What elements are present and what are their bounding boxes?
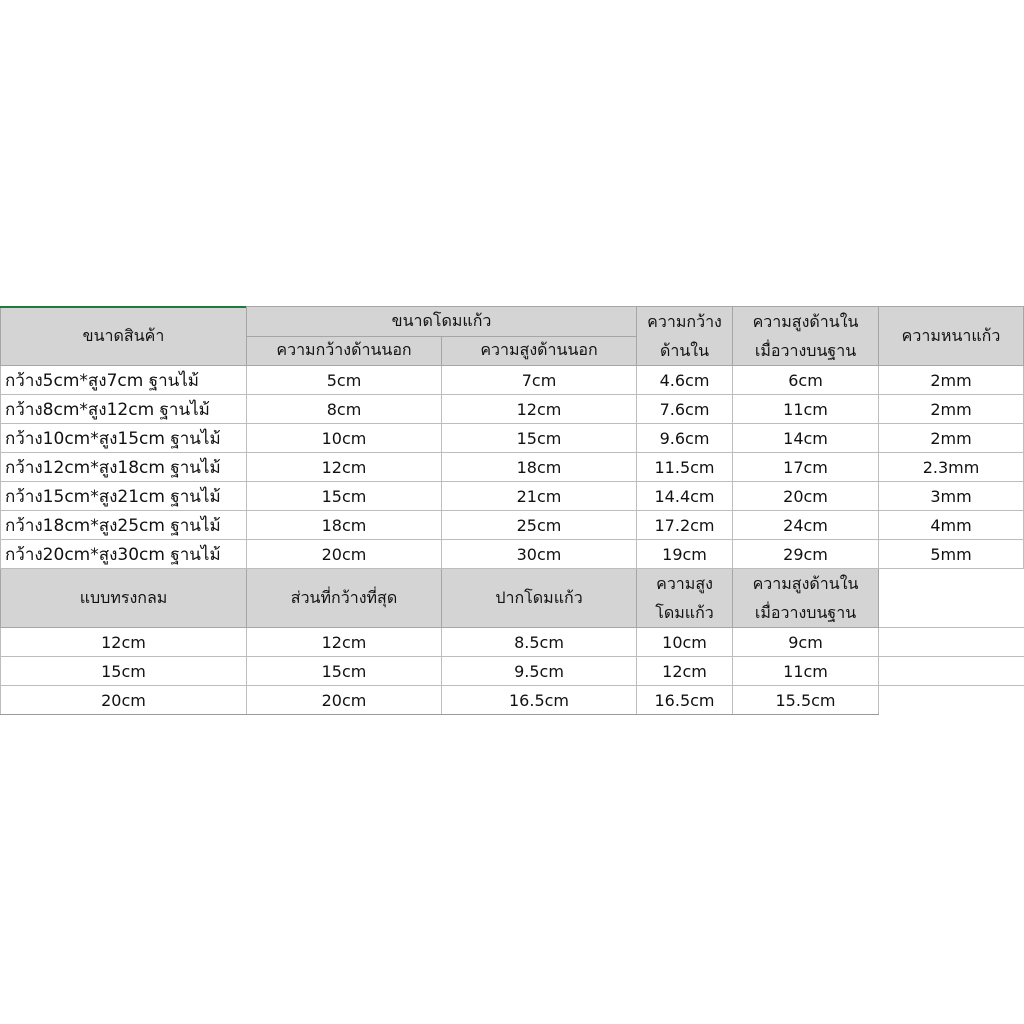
cell-thickness[interactable]: 2.3mm: [879, 453, 1024, 482]
table-row: [1, 366, 1024, 395]
cell-inner-height[interactable]: 29cm: [733, 540, 879, 569]
cell-round-mouth[interactable]: 9.5cm: [442, 657, 637, 686]
cell-inner-height[interactable]: 20cm: [733, 482, 879, 511]
cell-round-inner-height[interactable]: 15.5cm: [733, 686, 879, 715]
header-round-height-line2: โดมแก้ว: [655, 603, 714, 622]
cell-outer-width[interactable]: 20cm: [247, 540, 442, 569]
header-inner-width-line2: ด้านใน: [659, 341, 710, 360]
cell-outer-width[interactable]: 15cm: [247, 482, 442, 511]
cell-thickness[interactable]: 4mm: [879, 511, 1024, 540]
cell-round-inner-height[interactable]: 11cm: [733, 657, 879, 686]
table-row: [1, 686, 1024, 715]
cell-inner-width[interactable]: 14.4cm: [637, 482, 733, 511]
header-round-mouth[interactable]: ปากโดมแก้ว: [442, 569, 637, 628]
cell-thickness[interactable]: 5mm: [879, 540, 1024, 569]
cell-round-widest[interactable]: 15cm: [247, 657, 442, 686]
header-round-widest[interactable]: ส่วนที่กว้างที่สุด: [247, 569, 442, 628]
cell-outer-width[interactable]: 18cm: [247, 511, 442, 540]
cell-inner-height[interactable]: 6cm: [733, 366, 879, 395]
cell-outer-width[interactable]: 8cm: [247, 395, 442, 424]
table-row: [1, 628, 1024, 657]
cell-product-name[interactable]: กว้าง12cm*สูง18cm ฐานไม้: [1, 453, 247, 482]
cell-round-height[interactable]: 10cm: [637, 628, 733, 657]
cell-round-shape[interactable]: 12cm: [1, 628, 247, 657]
empty-cell[interactable]: [879, 657, 1024, 686]
header-round-shape[interactable]: แบบทรงกลม: [1, 569, 247, 628]
cell-outer-width[interactable]: 12cm: [247, 453, 442, 482]
cell-inner-width[interactable]: 9.6cm: [637, 424, 733, 453]
header-outer-width[interactable]: ความกว้างด้านนอก: [247, 336, 442, 366]
cell-outer-height[interactable]: 15cm: [442, 424, 637, 453]
cell-outer-width[interactable]: 5cm: [247, 366, 442, 395]
cell-inner-height[interactable]: 14cm: [733, 424, 879, 453]
header-inner-height-line1: ความสูงด้านใน: [752, 312, 859, 331]
cell-outer-height[interactable]: 30cm: [442, 540, 637, 569]
cell-round-height[interactable]: 12cm: [637, 657, 733, 686]
cell-thickness[interactable]: 2mm: [879, 366, 1024, 395]
table-row: [1, 511, 1024, 540]
cell-thickness[interactable]: 3mm: [879, 482, 1024, 511]
cell-inner-height[interactable]: 11cm: [733, 395, 879, 424]
cell-product-name[interactable]: กว้าง5cm*สูง7cm ฐานไม้: [1, 366, 247, 395]
cell-product-name[interactable]: กว้าง18cm*สูง25cm ฐานไม้: [1, 511, 247, 540]
cell-inner-width[interactable]: 4.6cm: [637, 366, 733, 395]
cell-round-widest[interactable]: 12cm: [247, 628, 442, 657]
header-product-size[interactable]: ขนาดสินค้า: [1, 307, 247, 366]
size-table: [0, 306, 1024, 715]
cell-outer-height[interactable]: 18cm: [442, 453, 637, 482]
table-row: [1, 424, 1024, 453]
header-inner-height-line2: เมื่อวางบนฐาน: [754, 341, 857, 360]
table-row: [1, 482, 1024, 511]
cell-round-shape[interactable]: 15cm: [1, 657, 247, 686]
table-row: [1, 540, 1024, 569]
cell-outer-height[interactable]: 12cm: [442, 395, 637, 424]
cell-product-name[interactable]: กว้าง20cm*สูง30cm ฐานไม้: [1, 540, 247, 569]
cell-inner-height[interactable]: 24cm: [733, 511, 879, 540]
header-round-height-line1: ความสูง: [656, 574, 713, 593]
cell-inner-width[interactable]: 11.5cm: [637, 453, 733, 482]
empty-cell[interactable]: [879, 686, 1024, 715]
cell-round-widest[interactable]: 20cm: [247, 686, 442, 715]
cell-inner-width[interactable]: 19cm: [637, 540, 733, 569]
table-row: [1, 453, 1024, 482]
header-round-height[interactable]: [637, 569, 733, 628]
spreadsheet: [0, 306, 1024, 715]
table-row: [1, 395, 1024, 424]
cell-round-mouth[interactable]: 8.5cm: [442, 628, 637, 657]
header-inner-width[interactable]: [637, 307, 733, 366]
cell-product-name[interactable]: กว้าง8cm*สูง12cm ฐานไม้: [1, 395, 247, 424]
header-round-inner-height-line1: ความสูงด้านใน: [752, 574, 859, 593]
cell-thickness[interactable]: 2mm: [879, 424, 1024, 453]
cell-outer-height[interactable]: 7cm: [442, 366, 637, 395]
cell-product-name[interactable]: กว้าง10cm*สูง15cm ฐานไม้: [1, 424, 247, 453]
cell-inner-width[interactable]: 7.6cm: [637, 395, 733, 424]
cell-outer-height[interactable]: 21cm: [442, 482, 637, 511]
cell-outer-height[interactable]: 25cm: [442, 511, 637, 540]
header-thickness[interactable]: ความหนาแก้ว: [879, 307, 1024, 366]
empty-cell[interactable]: [879, 628, 1024, 657]
cell-outer-width[interactable]: 10cm: [247, 424, 442, 453]
cell-round-height[interactable]: 16.5cm: [637, 686, 733, 715]
header-inner-height[interactable]: [733, 307, 879, 366]
cell-round-inner-height[interactable]: 9cm: [733, 628, 879, 657]
cell-inner-width[interactable]: 17.2cm: [637, 511, 733, 540]
cell-inner-height[interactable]: 17cm: [733, 453, 879, 482]
table-row: [1, 657, 1024, 686]
header-round-inner-height[interactable]: [733, 569, 879, 628]
cell-round-mouth[interactable]: 16.5cm: [442, 686, 637, 715]
cell-product-name[interactable]: กว้าง15cm*สูง21cm ฐานไม้: [1, 482, 247, 511]
header-outer-height[interactable]: ความสูงด้านนอก: [442, 336, 637, 366]
cell-round-shape[interactable]: 20cm: [1, 686, 247, 715]
header-dome-size[interactable]: ขนาดโดมแก้ว: [247, 307, 637, 337]
header-round-inner-height-line2: เมื่อวางบนฐาน: [754, 603, 857, 622]
empty-cell[interactable]: [879, 569, 1024, 628]
header-inner-width-line1: ความกว้าง: [647, 312, 722, 331]
cell-thickness[interactable]: 2mm: [879, 395, 1024, 424]
